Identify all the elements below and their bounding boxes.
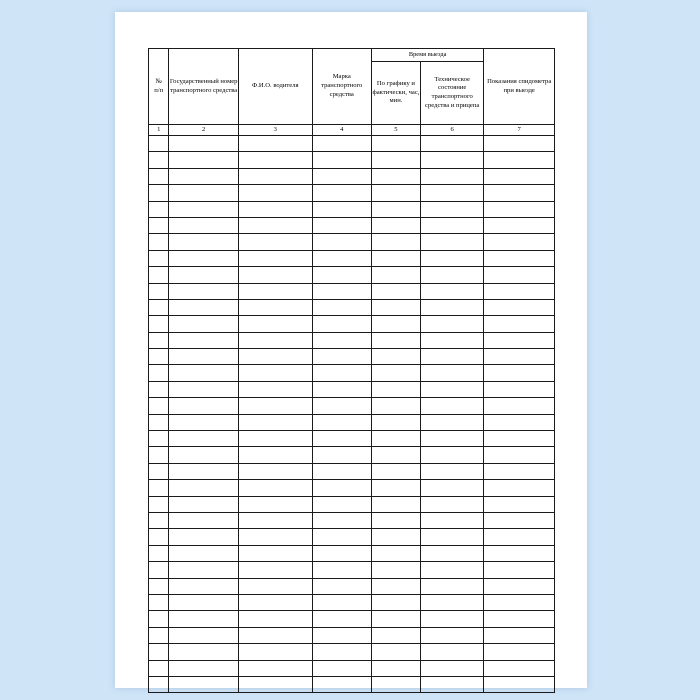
table-cell[interactable] [371, 529, 420, 545]
table-cell[interactable] [169, 168, 239, 184]
table-cell[interactable] [484, 267, 555, 283]
table-cell[interactable] [169, 201, 239, 217]
table-row[interactable] [149, 447, 555, 463]
table-cell[interactable] [169, 676, 239, 692]
table-row[interactable] [149, 152, 555, 168]
table-cell[interactable] [238, 136, 312, 152]
table-cell[interactable] [169, 529, 239, 545]
column-index-1: 1 [149, 125, 169, 136]
table-cell[interactable] [149, 365, 169, 381]
table-cell[interactable] [312, 234, 371, 250]
table-row[interactable] [149, 267, 555, 283]
table-cell[interactable] [169, 480, 239, 496]
table-cell[interactable] [312, 529, 371, 545]
table-cell[interactable] [484, 234, 555, 250]
table-row[interactable] [149, 168, 555, 184]
form-table-container [148, 48, 555, 693]
table-cell[interactable] [149, 676, 169, 692]
table-row[interactable] [149, 299, 555, 315]
table-cell[interactable] [238, 545, 312, 561]
table-cell[interactable] [420, 676, 483, 692]
table-cell[interactable] [312, 217, 371, 233]
table-cell[interactable] [169, 594, 239, 610]
table-cell[interactable] [238, 381, 312, 397]
table-cell[interactable] [149, 201, 169, 217]
column-index-2: 2 [169, 125, 239, 136]
table-cell[interactable] [238, 447, 312, 463]
table-cell[interactable] [169, 463, 239, 479]
table-cell[interactable] [420, 185, 483, 201]
table-cell[interactable] [484, 594, 555, 610]
table-cell[interactable] [238, 529, 312, 545]
table-cell[interactable] [238, 611, 312, 627]
column-index-6: 6 [420, 125, 483, 136]
table-row[interactable] [149, 365, 555, 381]
table-cell[interactable] [484, 512, 555, 528]
table-cell[interactable] [149, 152, 169, 168]
column-index-5: 5 [371, 125, 420, 136]
table-cell[interactable] [169, 512, 239, 528]
table-cell[interactable] [149, 332, 169, 348]
table-cell[interactable] [169, 234, 239, 250]
table-cell[interactable] [420, 512, 483, 528]
table-cell[interactable] [312, 431, 371, 447]
table-cell[interactable] [238, 250, 312, 266]
header-col-state-number: Государственный номер транспортного средства [169, 49, 239, 125]
table-cell[interactable] [238, 512, 312, 528]
table-row[interactable] [149, 627, 555, 643]
table-cell[interactable] [420, 283, 483, 299]
table-cell[interactable] [371, 365, 420, 381]
table-cell[interactable] [420, 562, 483, 578]
table-cell[interactable] [371, 496, 420, 512]
table-cell[interactable] [238, 267, 312, 283]
table-cell[interactable] [371, 349, 420, 365]
table-cell[interactable] [238, 480, 312, 496]
table-cell[interactable] [371, 463, 420, 479]
table-cell[interactable] [149, 185, 169, 201]
table-cell[interactable] [238, 627, 312, 643]
table-cell[interactable] [169, 644, 239, 660]
table-cell[interactable] [149, 267, 169, 283]
table-cell[interactable] [149, 381, 169, 397]
waybill-register-table [148, 48, 555, 693]
table-cell[interactable] [484, 644, 555, 660]
header-group-departure-time: Время выезда [371, 49, 483, 62]
table-cell[interactable] [312, 299, 371, 315]
table-cell[interactable] [169, 136, 239, 152]
table-row[interactable] [149, 529, 555, 545]
table-cell[interactable] [238, 283, 312, 299]
table-cell[interactable] [149, 529, 169, 545]
table-cell[interactable] [312, 267, 371, 283]
table-cell[interactable] [371, 152, 420, 168]
table-cell[interactable] [484, 250, 555, 266]
table-cell[interactable] [312, 168, 371, 184]
table-cell[interactable] [169, 217, 239, 233]
table-cell[interactable] [149, 299, 169, 315]
table-cell[interactable] [312, 480, 371, 496]
table-cell[interactable] [149, 578, 169, 594]
header-row-numbers [149, 125, 555, 136]
table-cell[interactable] [238, 234, 312, 250]
header-row-top [149, 49, 555, 62]
table-cell[interactable] [484, 431, 555, 447]
table-cell[interactable] [312, 512, 371, 528]
table-row[interactable] [149, 283, 555, 299]
table-cell[interactable] [238, 594, 312, 610]
table-cell[interactable] [149, 414, 169, 430]
table-cell[interactable] [420, 578, 483, 594]
table-cell[interactable] [371, 611, 420, 627]
table-cell[interactable] [484, 578, 555, 594]
table-row[interactable] [149, 398, 555, 414]
table-row[interactable] [149, 496, 555, 512]
table-row[interactable] [149, 201, 555, 217]
table-cell[interactable] [484, 414, 555, 430]
table-cell[interactable] [312, 562, 371, 578]
table-cell[interactable] [420, 463, 483, 479]
table-cell[interactable] [238, 349, 312, 365]
table-row[interactable] [149, 545, 555, 561]
table-cell[interactable] [371, 250, 420, 266]
table-cell[interactable] [371, 299, 420, 315]
table-cell[interactable] [169, 660, 239, 676]
table-row[interactable] [149, 332, 555, 348]
table-row[interactable] [149, 578, 555, 594]
table-cell[interactable] [420, 349, 483, 365]
table-body [149, 136, 555, 693]
table-cell[interactable] [238, 431, 312, 447]
table-cell[interactable] [484, 398, 555, 414]
table-cell[interactable] [371, 267, 420, 283]
table-cell[interactable] [420, 365, 483, 381]
table-cell[interactable] [149, 496, 169, 512]
table-cell[interactable] [169, 267, 239, 283]
table-cell[interactable] [312, 250, 371, 266]
table-cell[interactable] [149, 660, 169, 676]
table-cell[interactable] [169, 381, 239, 397]
table-cell[interactable] [238, 676, 312, 692]
table-cell[interactable] [149, 480, 169, 496]
table-cell[interactable] [238, 185, 312, 201]
table-cell[interactable] [169, 185, 239, 201]
table-cell[interactable] [371, 234, 420, 250]
table-cell[interactable] [312, 594, 371, 610]
table-cell[interactable] [484, 496, 555, 512]
table-cell[interactable] [371, 627, 420, 643]
table-cell[interactable] [169, 316, 239, 332]
table-cell[interactable] [169, 496, 239, 512]
table-row[interactable] [149, 611, 555, 627]
table-cell[interactable] [238, 398, 312, 414]
table-cell[interactable] [238, 414, 312, 430]
table-cell[interactable] [484, 168, 555, 184]
document-page [115, 12, 587, 688]
table-cell[interactable] [169, 152, 239, 168]
table-cell[interactable] [371, 414, 420, 430]
table-cell[interactable] [420, 627, 483, 643]
table-cell[interactable] [169, 332, 239, 348]
table-cell[interactable] [238, 578, 312, 594]
table-cell[interactable] [312, 463, 371, 479]
header-col-driver-name: Ф.И.О. водителя [238, 49, 312, 125]
table-cell[interactable] [312, 349, 371, 365]
table-cell[interactable] [371, 594, 420, 610]
table-cell[interactable] [149, 217, 169, 233]
table-cell[interactable] [238, 365, 312, 381]
table-cell[interactable] [238, 201, 312, 217]
table-cell[interactable] [238, 152, 312, 168]
table-cell[interactable] [371, 316, 420, 332]
table-cell[interactable] [484, 217, 555, 233]
table-cell[interactable] [238, 496, 312, 512]
table-row[interactable] [149, 136, 555, 152]
table-cell[interactable] [169, 414, 239, 430]
table-row[interactable] [149, 512, 555, 528]
table-cell[interactable] [238, 299, 312, 315]
table-row[interactable] [149, 463, 555, 479]
table-cell[interactable] [420, 152, 483, 168]
table-cell[interactable] [312, 381, 371, 397]
table-cell[interactable] [420, 496, 483, 512]
table-cell[interactable] [312, 185, 371, 201]
table-cell[interactable] [420, 217, 483, 233]
table-cell[interactable] [169, 627, 239, 643]
header-col-technical-condition: Техническое состояние транспортного средства и прицепа [420, 62, 483, 125]
table-cell[interactable] [484, 349, 555, 365]
table-cell[interactable] [371, 660, 420, 676]
table-cell[interactable] [371, 168, 420, 184]
table-row[interactable] [149, 594, 555, 610]
table-row[interactable] [149, 644, 555, 660]
table-row[interactable] [149, 676, 555, 692]
table-cell[interactable] [312, 660, 371, 676]
table-cell[interactable] [420, 431, 483, 447]
table-cell[interactable] [149, 512, 169, 528]
table-cell[interactable] [484, 447, 555, 463]
table-cell[interactable] [149, 349, 169, 365]
table-cell[interactable] [484, 332, 555, 348]
table-cell[interactable] [484, 660, 555, 676]
table-cell[interactable] [484, 299, 555, 315]
table-row[interactable] [149, 250, 555, 266]
table-cell[interactable] [484, 545, 555, 561]
table-cell[interactable] [149, 168, 169, 184]
table-cell[interactable] [484, 611, 555, 627]
column-index-4: 4 [312, 125, 371, 136]
table-cell[interactable] [371, 136, 420, 152]
column-index-7: 7 [484, 125, 555, 136]
table-cell[interactable] [149, 463, 169, 479]
table-cell[interactable] [420, 234, 483, 250]
table-cell[interactable] [371, 398, 420, 414]
table-cell[interactable] [420, 299, 483, 315]
table-cell[interactable] [312, 644, 371, 660]
table-cell[interactable] [420, 594, 483, 610]
table-cell[interactable] [371, 217, 420, 233]
table-cell[interactable] [312, 283, 371, 299]
header-col-schedule-actual: По графику и фактически, час, мин. [371, 62, 420, 125]
table-cell[interactable] [238, 463, 312, 479]
table-cell[interactable] [312, 578, 371, 594]
table-cell[interactable] [420, 447, 483, 463]
table-cell[interactable] [371, 185, 420, 201]
table-row[interactable] [149, 234, 555, 250]
table-cell[interactable] [484, 152, 555, 168]
table-cell[interactable] [371, 578, 420, 594]
table-cell[interactable] [371, 545, 420, 561]
table-cell[interactable] [238, 316, 312, 332]
header-col-number-line1: № [155, 77, 162, 85]
table-cell[interactable] [312, 545, 371, 561]
table-header [149, 49, 555, 136]
table-cell[interactable] [371, 381, 420, 397]
table-cell[interactable] [371, 332, 420, 348]
table-cell[interactable] [371, 447, 420, 463]
table-row[interactable] [149, 414, 555, 430]
table-cell[interactable] [169, 250, 239, 266]
table-cell[interactable] [420, 267, 483, 283]
table-cell[interactable] [149, 562, 169, 578]
table-cell[interactable] [371, 201, 420, 217]
table-row[interactable] [149, 431, 555, 447]
table-cell[interactable] [169, 398, 239, 414]
table-cell[interactable] [420, 414, 483, 430]
table-cell[interactable] [371, 512, 420, 528]
table-cell[interactable] [312, 611, 371, 627]
table-cell[interactable] [371, 431, 420, 447]
table-row[interactable] [149, 562, 555, 578]
table-cell[interactable] [149, 644, 169, 660]
table-cell[interactable] [149, 627, 169, 643]
table-cell[interactable] [149, 234, 169, 250]
table-row[interactable] [149, 217, 555, 233]
table-cell[interactable] [169, 299, 239, 315]
table-cell[interactable] [484, 283, 555, 299]
table-cell[interactable] [420, 660, 483, 676]
table-cell[interactable] [149, 316, 169, 332]
table-cell[interactable] [149, 398, 169, 414]
table-cell[interactable] [169, 349, 239, 365]
header-col-vehicle-brand: Марка транспортного средства [312, 49, 371, 125]
table-cell[interactable] [169, 562, 239, 578]
table-cell[interactable] [312, 496, 371, 512]
table-cell[interactable] [238, 168, 312, 184]
table-cell[interactable] [420, 381, 483, 397]
table-cell[interactable] [149, 594, 169, 610]
table-cell[interactable] [312, 332, 371, 348]
table-cell[interactable] [238, 332, 312, 348]
table-cell[interactable] [420, 168, 483, 184]
table-cell[interactable] [149, 283, 169, 299]
table-cell[interactable] [312, 365, 371, 381]
table-cell[interactable] [484, 365, 555, 381]
table-cell[interactable] [312, 398, 371, 414]
table-cell[interactable] [484, 136, 555, 152]
header-col-number-line2: п/п [154, 86, 164, 94]
column-index-3: 3 [238, 125, 312, 136]
table-row[interactable] [149, 185, 555, 201]
table-row[interactable] [149, 660, 555, 676]
table-cell[interactable] [484, 562, 555, 578]
table-cell[interactable] [312, 414, 371, 430]
table-cell[interactable] [371, 562, 420, 578]
table-cell[interactable] [420, 480, 483, 496]
header-col-number [149, 49, 169, 125]
table-cell[interactable] [484, 463, 555, 479]
table-cell[interactable] [169, 447, 239, 463]
table-cell[interactable] [169, 283, 239, 299]
table-cell[interactable] [484, 627, 555, 643]
table-cell[interactable] [420, 398, 483, 414]
table-cell[interactable] [371, 676, 420, 692]
table-cell[interactable] [371, 283, 420, 299]
table-cell[interactable] [238, 660, 312, 676]
table-cell[interactable] [149, 250, 169, 266]
table-cell[interactable] [420, 611, 483, 627]
table-cell[interactable] [149, 431, 169, 447]
table-row[interactable] [149, 381, 555, 397]
table-cell[interactable] [420, 529, 483, 545]
table-cell[interactable] [420, 545, 483, 561]
table-cell[interactable] [420, 644, 483, 660]
table-cell[interactable] [484, 201, 555, 217]
table-cell[interactable] [420, 316, 483, 332]
table-cell[interactable] [169, 545, 239, 561]
table-cell[interactable] [149, 611, 169, 627]
table-cell[interactable] [169, 365, 239, 381]
table-cell[interactable] [238, 562, 312, 578]
table-cell[interactable] [484, 316, 555, 332]
table-cell[interactable] [312, 136, 371, 152]
table-cell[interactable] [484, 381, 555, 397]
table-cell[interactable] [169, 578, 239, 594]
table-cell[interactable] [149, 136, 169, 152]
table-cell[interactable] [420, 332, 483, 348]
table-cell[interactable] [484, 676, 555, 692]
table-cell[interactable] [169, 431, 239, 447]
table-cell[interactable] [484, 185, 555, 201]
table-cell[interactable] [371, 480, 420, 496]
table-cell[interactable] [238, 644, 312, 660]
table-cell[interactable] [420, 250, 483, 266]
table-cell[interactable] [420, 201, 483, 217]
table-cell[interactable] [238, 217, 312, 233]
table-cell[interactable] [149, 545, 169, 561]
table-cell[interactable] [371, 644, 420, 660]
table-row[interactable] [149, 316, 555, 332]
table-cell[interactable] [312, 676, 371, 692]
table-cell[interactable] [484, 480, 555, 496]
table-cell[interactable] [149, 447, 169, 463]
table-row[interactable] [149, 349, 555, 365]
table-cell[interactable] [484, 529, 555, 545]
table-cell[interactable] [312, 447, 371, 463]
table-cell[interactable] [169, 611, 239, 627]
header-col-odometer: Показания спидометра при выезде [484, 49, 555, 125]
table-cell[interactable] [312, 316, 371, 332]
table-cell[interactable] [312, 152, 371, 168]
table-cell[interactable] [312, 627, 371, 643]
table-row[interactable] [149, 480, 555, 496]
table-cell[interactable] [420, 136, 483, 152]
table-cell[interactable] [312, 201, 371, 217]
